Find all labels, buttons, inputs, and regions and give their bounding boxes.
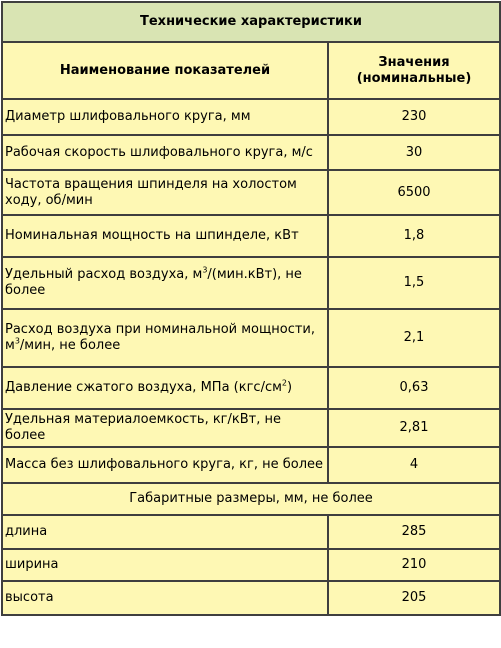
row-value: 285 xyxy=(328,515,500,549)
table-row xyxy=(2,309,500,367)
table-row xyxy=(2,581,500,615)
row-value: 0,63 xyxy=(328,367,500,409)
table-row xyxy=(2,215,500,257)
superscript: 3 xyxy=(202,265,208,275)
table-title-row xyxy=(2,2,500,42)
row-name: Диаметр шлифовального круга, мм xyxy=(2,99,328,135)
row-name: высота xyxy=(2,581,328,615)
table-row xyxy=(2,135,500,170)
table-row xyxy=(2,257,500,309)
row-name: ширина xyxy=(2,549,328,581)
row-name xyxy=(2,309,328,367)
row-name: Удельная материалоемкость, кг/кВт, не более xyxy=(2,409,328,447)
row-value: 2,1 xyxy=(328,309,500,367)
table-row xyxy=(2,170,500,215)
table-row xyxy=(2,99,500,135)
row-value: 230 xyxy=(328,99,500,135)
superscript: 3 xyxy=(14,336,20,346)
row-name-text: Расход воздуха при номинальной мощности, м xyxy=(5,322,315,353)
row-name-text: Удельный расход воздуха, м xyxy=(5,267,203,282)
row-name-text: /(мин.кВт), не более xyxy=(5,267,302,298)
table-row xyxy=(2,367,500,409)
row-value: 1,5 xyxy=(328,257,500,309)
row-value: 210 xyxy=(328,549,500,581)
row-name-text: Давление сжатого воздуха, МПа (кгс/см xyxy=(5,380,282,395)
row-value: 2,81 xyxy=(328,409,500,447)
row-name: Частота вращения шпинделя на холостом ходу, об/мин xyxy=(2,170,328,215)
section-dimensions-heading: Габаритные размеры, мм, не более xyxy=(2,483,500,515)
row-value: 205 xyxy=(328,581,500,615)
column-header-value-line2: (номинальные) xyxy=(356,70,472,86)
table-header-row xyxy=(2,42,500,99)
column-header-name: Наименование показателей xyxy=(2,42,328,99)
table-row xyxy=(2,447,500,483)
table-row xyxy=(2,549,500,581)
row-value: 6500 xyxy=(328,170,500,215)
row-value: 1,8 xyxy=(328,215,500,257)
column-header-value-line1: Значения xyxy=(378,54,450,70)
superscript: 2 xyxy=(281,378,287,388)
column-header-value xyxy=(328,42,500,99)
table-row xyxy=(2,515,500,549)
row-name: Рабочая скорость шлифовального круга, м/с xyxy=(2,135,328,170)
row-name-text: ) xyxy=(287,380,293,395)
row-value: 30 xyxy=(328,135,500,170)
table-row xyxy=(2,409,500,447)
row-name: длина xyxy=(2,515,328,549)
section-row xyxy=(2,483,500,515)
row-name: Номинальная мощность на шпинделе, кВт xyxy=(2,215,328,257)
row-name xyxy=(2,257,328,309)
specifications-table xyxy=(1,1,501,616)
row-name: Масса без шлифовального круга, кг, не более xyxy=(2,447,328,483)
row-name xyxy=(2,367,328,409)
table-title: Технические характеристики xyxy=(2,2,500,42)
row-value: 4 xyxy=(328,447,500,483)
row-name-text: /мин, не более xyxy=(19,338,121,353)
